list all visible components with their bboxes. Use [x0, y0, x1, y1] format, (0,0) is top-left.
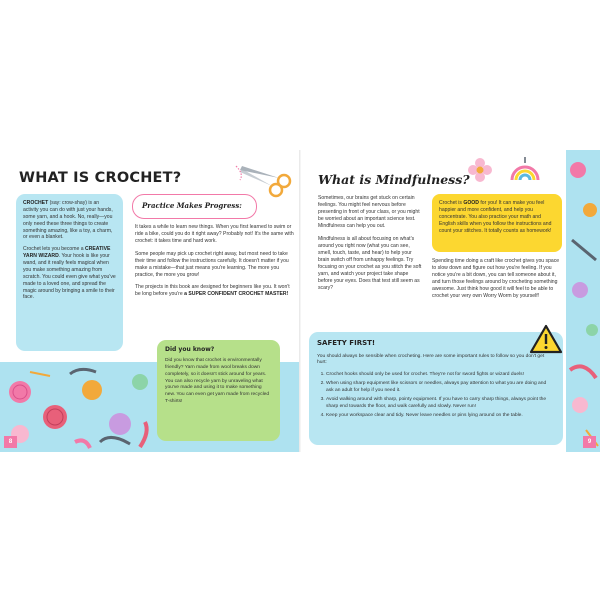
yarn-pattern	[566, 150, 600, 452]
wizard-term: CREATIVE YARN WIZARD	[23, 246, 111, 260]
warning-triangle-icon	[529, 324, 563, 354]
safety-box	[309, 332, 563, 445]
did-you-know-heading: Did you know?	[165, 346, 215, 353]
wizard-text: . Your hook is like your wand, and it really feels magical when you make something amazing from scratch. You could even give what you've made to a loved one, and spread the magic around by bringing a smile to their face.	[23, 253, 116, 301]
practice-heading: Practice Makes Progress:	[132, 194, 257, 219]
safety-rule: 4. Keep your workspace clear and tidy. Never leave needles or pins lying around on the table.	[326, 413, 555, 420]
flower-icon	[466, 156, 494, 184]
did-you-know-text: Did you know that crochet is environmentally friendly? Yarn made from wool breaks down completely, so it doesn't stick around for years. You can also recycle yarn by unraveling what you've made and using it to make something new. You can even get yarn made from recycled T-shirts!	[165, 358, 270, 404]
safety-rule: 3. Avoid walking around with sharp, pointy equipment. If you have to carry sharp things, always point the sharp end towards the floor, and walk carefully and slowly. Never run!	[326, 397, 555, 411]
safety-rules	[317, 372, 555, 419]
practice-paragraph: It takes a while to learn new things. When you first learned to swim or ride a bike, could you do it right away? Probably not! It's the same with crochet: it takes time and hard work.	[135, 224, 294, 245]
crochet-intro-box	[16, 194, 123, 351]
crochet-good-box	[432, 194, 562, 252]
page-title-left: WHAT IS CROCHET?	[19, 170, 182, 186]
safety-intro: You should always be sensible when crocheting. Here are some important rules to follow so you don't get hurt:	[317, 353, 545, 366]
good-text: for you! It can make you feel happier and more confident, and help you concentrate. You also practice your math and English skills when you follow the instructions and count your stitches. It totally counts as homework!	[439, 200, 552, 235]
practice-paragraph	[135, 284, 295, 298]
practice-paragraph: Some people may pick up crochet right away, but most need to take their time and follow the instructions carefully. It doesn't matter if you make a mistake—that just means you're learning. The more you practice, the more you grow!	[135, 250, 289, 278]
safety-rule: 2. When using sharp equipment like scissors or needles, always pay attention to what you are doing and ask an adult for help if you need it.	[326, 381, 555, 395]
mindfulness-paragraph: Mindfulness is all about focusing on what's around you right now (what you can see, smell, touch, taste, and hear) to help your brain switch off from unhappy feelings. Try focusing on your crochet as you stitch the soft yarn, and watch your project take shape before your eyes. Does that test still seem as scary?	[318, 235, 422, 291]
did-you-know-box	[157, 340, 280, 441]
good-lead: Crochet is	[439, 200, 464, 206]
page-title-right: What is Mindfulness?	[318, 172, 470, 187]
safety-rule: 1. Crochet hooks should only be used for crochet. They're not for sword fights or wizard duels!	[326, 372, 555, 379]
practice-text	[135, 224, 295, 304]
page-number-right: 9	[583, 436, 596, 448]
page-number-left: 8	[4, 436, 17, 448]
mindfulness-text	[318, 195, 424, 297]
craft-paragraph: Spending time doing a craft like crochet gives you space to slow down and figure out how you're feeling. If you notice you're a bit down, you can tell someone about it, and turn those feelings around by crocheting something awesome. Just think how good it will feel to be able to crochet your very own Worry Worm by yourself!	[432, 258, 560, 300]
book-gutter	[299, 150, 301, 452]
crochet-definition: (say: crow-shay) is an activity you can do with just your hands, some yarn, and a hook. No, really—you only need these three things to create something amazing, like a toy, a charm, or even a blanket.	[23, 200, 113, 241]
book-spread	[0, 150, 600, 452]
practice-last-lead: The projects in this book are designed for beginners like you. It won't be long before you're	[135, 284, 290, 298]
mindfulness-paragraph: Sometimes, our brains get stuck on certain feelings. You might feel nervous before presenting in front of your class, or you might be worried about an important science test. Mindfulness can help you out.	[318, 195, 420, 230]
crochet-term: CROCHET	[23, 200, 49, 206]
practice-last-term: a SUPER CONFIDENT CROCHET MASTER!	[184, 291, 289, 298]
safety-heading: SAFETY FIRST!	[317, 339, 376, 347]
rainbow-icon	[508, 154, 542, 184]
good-emph: GOOD	[463, 200, 479, 206]
wizard-lead: Crochet lets you become a	[23, 246, 86, 253]
